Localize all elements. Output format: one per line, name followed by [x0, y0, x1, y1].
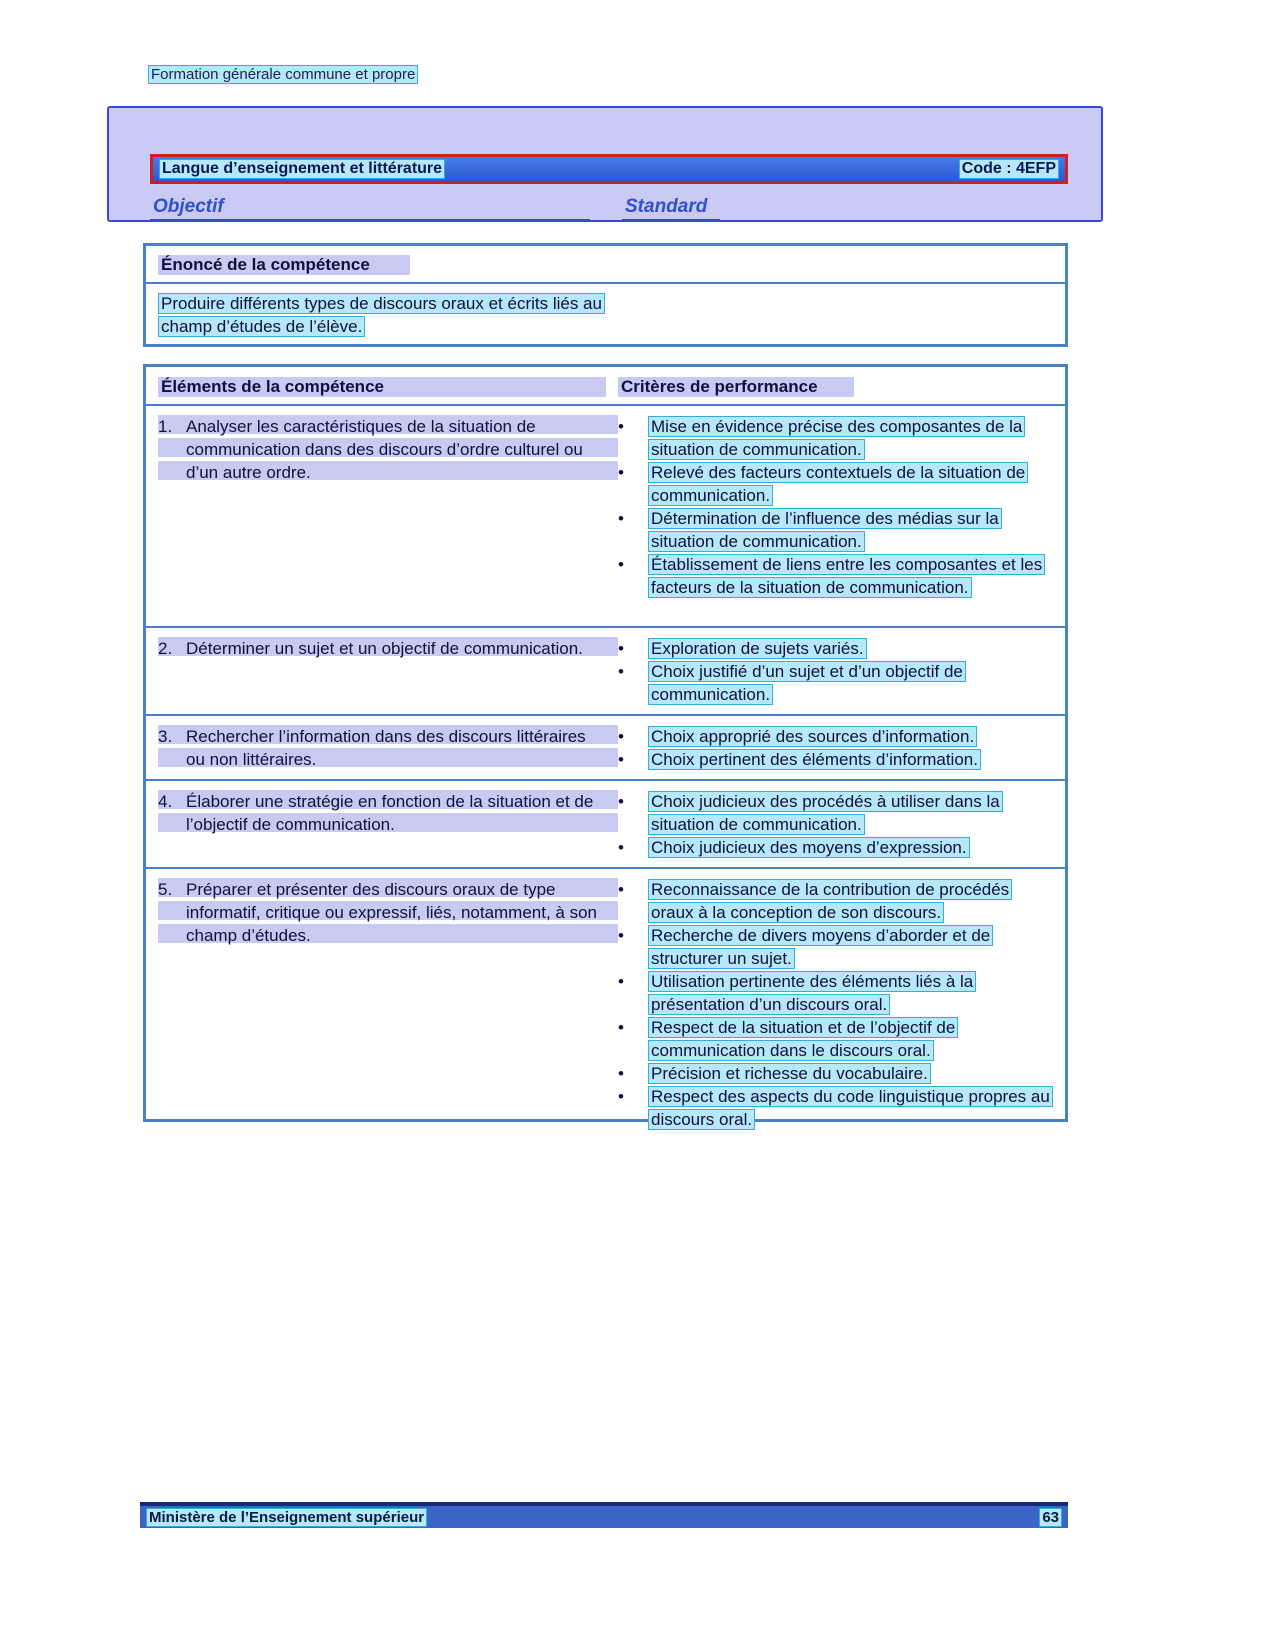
- row-number: 4.: [158, 792, 173, 811]
- criteria-item: [618, 553, 1053, 599]
- criteria-text: Respect de la situation et de l’objectif de communication dans le discours oral.: [648, 1016, 1053, 1062]
- bullet-icon: [618, 461, 648, 507]
- criteria-text: Choix judicieux des moyens d’expression.: [648, 836, 1053, 859]
- bullet-icon: [618, 970, 648, 1016]
- criteria-item: [618, 970, 1053, 1016]
- criteria-item: [618, 748, 1053, 771]
- criteria-list: [618, 415, 1053, 599]
- criteria-item: [618, 725, 1053, 748]
- table-row: [146, 626, 1065, 714]
- bullet-icon: [618, 1085, 648, 1131]
- criteria-item: [618, 878, 1053, 924]
- criteria-text: Choix approprié des sources d’information.: [648, 725, 1053, 748]
- element-text: Préparer et présenter des discours oraux de type informatif, critique ou expressif, liés, notamment, à son champ d’études.: [186, 880, 598, 945]
- criteria-cell: [618, 725, 1053, 771]
- row-number: 5.: [158, 880, 173, 899]
- objectif-heading: Objectif: [150, 196, 590, 221]
- course-title-bar: [150, 154, 1068, 184]
- bullet-icon: [618, 1062, 648, 1085]
- criteria-text: Choix justifié d’un sujet et d’un objectif de communication.: [648, 660, 1053, 706]
- criteria-item: [618, 836, 1053, 859]
- element-text: Élaborer une stratégie en fonction de la situation et de l’objectif de communication.: [186, 792, 594, 834]
- criteria-cell: [618, 790, 1053, 859]
- enonce-panel: [143, 243, 1068, 347]
- row-number: 2.: [158, 639, 173, 658]
- table-row: [146, 779, 1065, 867]
- table-row: [146, 406, 1065, 626]
- element-cell: [158, 790, 618, 836]
- criteria-text: Choix pertinent des éléments d’information.: [648, 748, 1053, 771]
- table-row: [146, 714, 1065, 779]
- element-text: Analyser les caractéristiques de la situation de communication dans des discours d’ordre culturel ou d’un autre ordre.: [186, 417, 583, 482]
- row-number: 1.: [158, 417, 173, 436]
- criteria-text: Établissement de liens entre les composantes et les facteurs de la situation de communication.: [648, 553, 1053, 599]
- criteria-text: Relevé des facteurs contextuels de la situation de communication.: [648, 461, 1053, 507]
- criteria-cell: [618, 415, 1053, 618]
- col1-header: Éléments de la compétence: [158, 377, 618, 397]
- criteria-list: [618, 878, 1053, 1131]
- enonce-body: Produire différents types de discours oraux et écrits liés au champ d’études de l’élève.: [146, 284, 616, 346]
- bullet-icon: [618, 637, 648, 660]
- criteria-text: Exploration de sujets variés.: [648, 637, 1053, 660]
- element-text: Déterminer un sujet et un objectif de communication.: [186, 639, 583, 658]
- element-text: Rechercher l’information dans des discours littéraires ou non littéraires.: [186, 727, 586, 769]
- enonce-heading: Énoncé de la compétence: [146, 246, 1065, 284]
- criteria-item: [618, 507, 1053, 553]
- criteria-item: [618, 1062, 1053, 1085]
- criteria-text: Reconnaissance de la contribution de procédés oraux à la conception de son discours.: [648, 878, 1053, 924]
- criteria-text: Précision et richesse du vocabulaire.: [648, 1062, 1053, 1085]
- criteria-cell: [618, 878, 1053, 1138]
- header-panel: [107, 106, 1103, 222]
- element-cell: [158, 725, 618, 771]
- criteria-text: Respect des aspects du code linguistique propres au discours oral.: [648, 1085, 1053, 1131]
- competence-table: [143, 364, 1068, 1129]
- criteria-item: [618, 415, 1053, 461]
- criteria-item: [618, 660, 1053, 706]
- bullet-icon: [618, 1016, 648, 1062]
- element-cell: [158, 637, 618, 660]
- bullet-icon: [618, 836, 648, 859]
- criteria-text: Recherche de divers moyens d’aborder et de structurer un sujet.: [648, 924, 1053, 970]
- criteria-item: [618, 637, 1053, 660]
- standard-heading: Standard: [622, 196, 720, 221]
- criteria-text: Détermination de l’influence des médias sur la situation de communication.: [648, 507, 1053, 553]
- table-header-row: [146, 367, 1065, 406]
- criteria-item: [618, 1016, 1053, 1062]
- criteria-text: Utilisation pertinente des éléments liés à la présentation d’un discours oral.: [648, 970, 1053, 1016]
- criteria-list: [618, 790, 1053, 859]
- page-number: 63: [1039, 1508, 1062, 1527]
- criteria-cell: [618, 637, 1053, 706]
- col2-header: Critères de performance: [618, 377, 1053, 397]
- page-note: [148, 66, 418, 83]
- bullet-icon: [618, 790, 648, 836]
- element-cell: [158, 878, 618, 947]
- bullet-icon: [618, 924, 648, 970]
- criteria-text: Choix judicieux des procédés à utiliser dans la situation de communication.: [648, 790, 1053, 836]
- bullet-icon: [618, 553, 648, 599]
- footer-bar: [140, 1502, 1068, 1528]
- criteria-list: [618, 637, 1053, 706]
- bullet-icon: [618, 415, 648, 461]
- criteria-item: [618, 461, 1053, 507]
- bullet-icon: [618, 725, 648, 748]
- bullet-icon: [618, 878, 648, 924]
- course-title: Langue d’enseignement et littérature: [159, 159, 445, 179]
- bullet-icon: [618, 660, 648, 706]
- page-note-text: Formation générale commune et propre: [148, 65, 418, 84]
- criteria-item: [618, 1085, 1053, 1131]
- element-cell: [158, 415, 618, 484]
- criteria-item: [618, 790, 1053, 836]
- criteria-item: [618, 924, 1053, 970]
- criteria-list: [618, 725, 1053, 771]
- criteria-text: Mise en évidence précise des composantes de la situation de communication.: [648, 415, 1053, 461]
- bullet-icon: [618, 748, 648, 771]
- table-row: [146, 867, 1065, 1146]
- headings-row: [150, 196, 1068, 221]
- bullet-icon: [618, 507, 648, 553]
- course-code: Code : 4EFP: [959, 159, 1059, 179]
- row-number: 3.: [158, 727, 173, 746]
- footer-text: Ministère de l’Enseignement supérieur: [146, 1508, 427, 1527]
